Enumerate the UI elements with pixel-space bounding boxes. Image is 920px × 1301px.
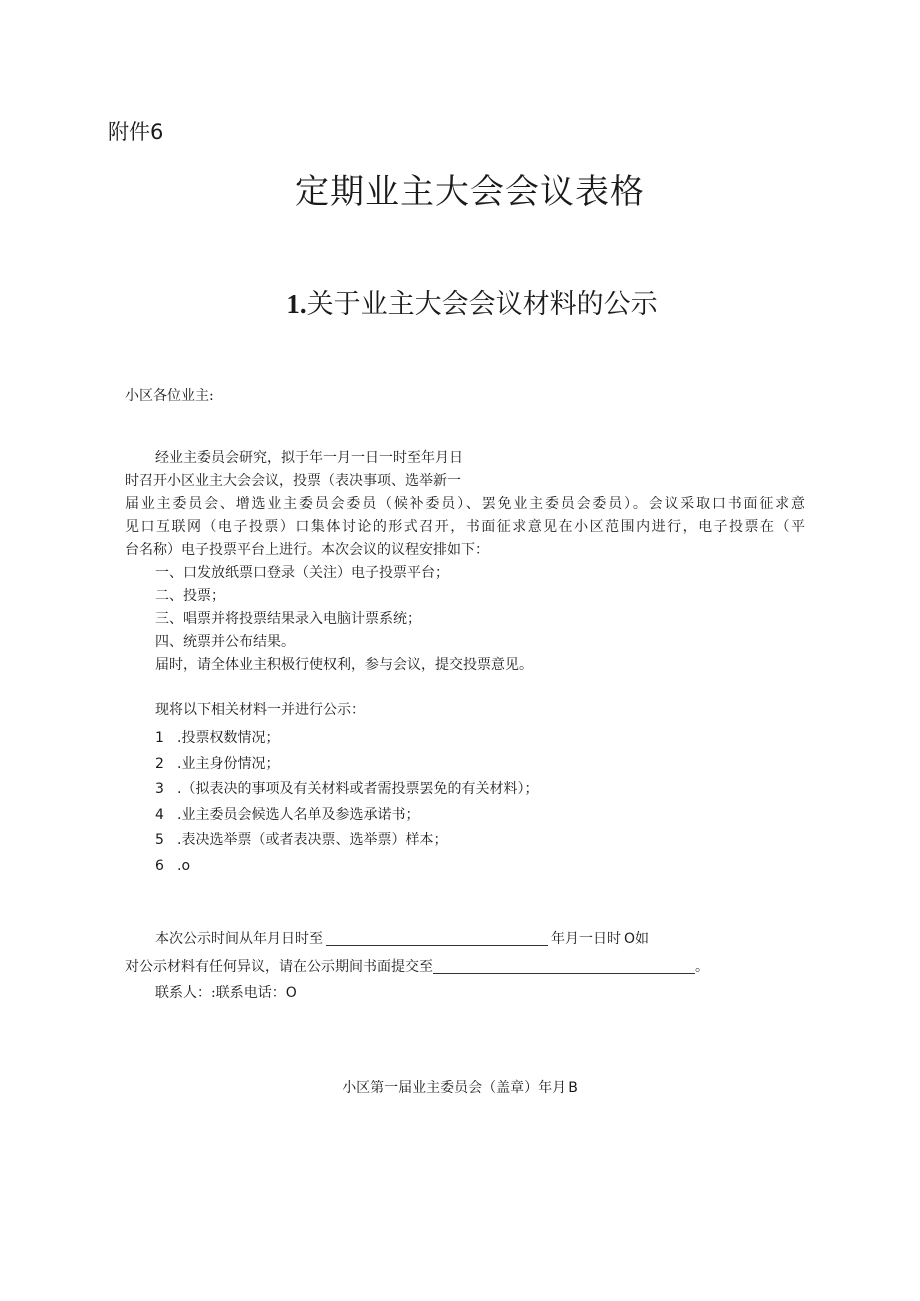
- publicity-tail-text: 如: [635, 931, 650, 947]
- material-item-text: .业主委员会候选人名单及参选承诺书；: [177, 807, 420, 823]
- publicity-period-line: [155, 931, 649, 946]
- section-title-text: 关于业主大会会议材料的公示: [306, 289, 658, 320]
- material-item-text: .表决选举票（或者表决票、选举票）样本；: [177, 832, 448, 848]
- material-item-text: .投票权数情况；: [177, 730, 280, 746]
- contact-o-mark: O: [285, 985, 297, 1001]
- objection-line: [125, 959, 709, 974]
- notice-paragraph-line-3: 届业主委员会、增选业主委员会委员（候补委员）、罢免业主委员会委员）。会议采取口书面征求意: [125, 496, 805, 512]
- section-number: 1.: [286, 289, 307, 319]
- material-item: [155, 833, 447, 847]
- agenda-item: 四、统票并公布结果。: [155, 634, 295, 650]
- material-item-number: 3: [155, 781, 164, 797]
- material-item-text: .（拟表决的事项及有关材料或者需投票罢免的有关材料）；: [177, 781, 539, 797]
- contact-line: [155, 986, 297, 1000]
- publicity-end-text: 年月一日时: [551, 931, 621, 947]
- material-item-number: 4: [155, 807, 164, 823]
- material-item: [155, 859, 190, 873]
- material-item: [155, 808, 419, 822]
- page-title: 定期业主大会会议表格: [295, 172, 645, 212]
- signature-line: [0, 1081, 920, 1095]
- publicity-start-text: 本次公示时间从年月日时至: [155, 931, 323, 947]
- salutation: 小区各位业主:: [125, 388, 214, 404]
- material-item-number: 1: [155, 730, 164, 746]
- attachment-label: 附件6: [108, 120, 164, 144]
- closing-sentence: 届时，请全体业主积极行使权利，参与会议，提交投票意见。: [155, 657, 533, 673]
- material-item: [155, 731, 279, 745]
- notice-paragraph-line-2: 时召开小区业主大会会议，投票（表决事项、选举新一: [125, 473, 461, 489]
- signature-tail: B: [568, 1080, 578, 1096]
- material-item-text: .业主身份情况；: [177, 756, 280, 772]
- blank-underline: [433, 959, 695, 974]
- material-item-number: 6: [155, 858, 164, 874]
- objection-end: 。: [695, 959, 709, 975]
- material-item-number: 2: [155, 756, 164, 772]
- notice-paragraph-line-5: 台名称）电子投票平台上进行。本次会议的议程安排如下：: [125, 542, 489, 558]
- section-title: [0, 282, 920, 321]
- notice-paragraph-line-4: 见口互联网（电子投票）口集体讨论的形式召开，书面征求意见在小区范围内进行，电子投票在（平: [125, 519, 805, 535]
- agenda-item: 二、投票；: [155, 588, 225, 604]
- agenda-item: 三、唱票并将投票结果录入电脑计票系统；: [155, 611, 421, 627]
- notice-paragraph-line-1: 经业主委员会研究，拟于年一月一日一时至年月日: [155, 450, 463, 466]
- signature-text: 小区第一届业主委员会（盖章）年月: [342, 1080, 567, 1096]
- publicity-o-mark: O: [624, 931, 636, 947]
- blank-underline: [326, 931, 548, 946]
- contact-text: 联系人：:联系电话：: [155, 985, 286, 1001]
- material-item: [155, 757, 279, 771]
- objection-text: 对公示材料有任何异议，请在公示期间书面提交至: [125, 959, 433, 975]
- material-item: [155, 782, 538, 796]
- material-item-number: 5: [155, 832, 164, 848]
- material-item-text: .o: [177, 858, 191, 874]
- materials-intro: 现将以下相关材料一并进行公示：: [155, 702, 365, 718]
- agenda-item: 一、口发放纸票口登录（关注）电子投票平台；: [155, 565, 449, 581]
